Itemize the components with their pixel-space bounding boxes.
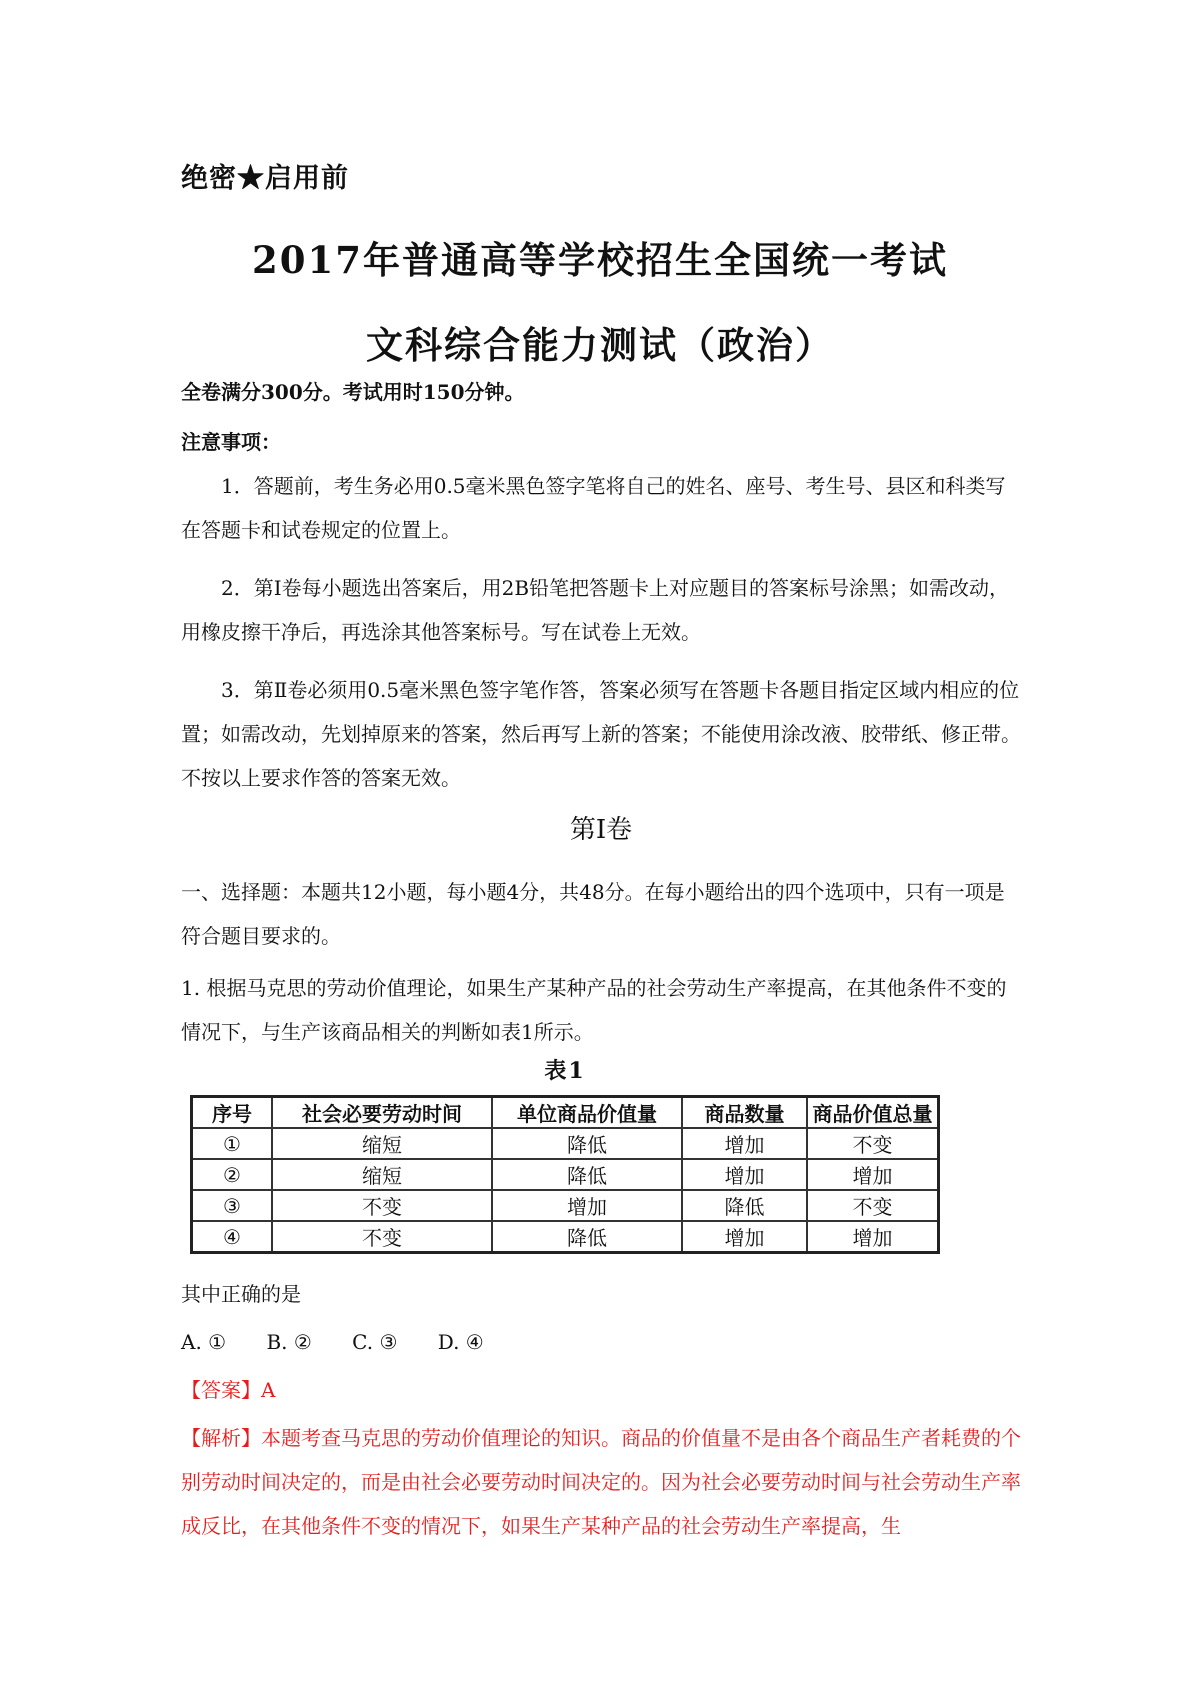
question-table [190, 1054, 940, 1254]
secret-mark: 绝密★启用前 [181, 163, 349, 194]
table-cell: 不变 [272, 1190, 492, 1221]
note-item-1: 1．答题前，考生务必用0.5毫米黑色签字笔将自己的姓名、座号、考生号、县区和科类写在答题卡和试卷规定的位置上。 [181, 474, 1006, 542]
table-cell: ④ [192, 1221, 273, 1253]
table-cell: 缩短 [272, 1128, 492, 1159]
exam-subtitle: 文科综合能力测试（政治） [366, 323, 834, 367]
analysis-text: 【解析】本题考查马克思的劳动价值理论的知识。商品的价值量不是由各个商品生产者耗费的个别劳动时间决定的，而是由社会必要劳动时间决定的。因为社会必要劳动时间与社会劳动生产率成反比，在其他条件不变的情况下，如果生产某种产品的社会劳动生产率提高，生 [181, 1426, 1021, 1538]
table-cell: 增加 [492, 1190, 682, 1221]
option-c: C. ③ [352, 1330, 398, 1354]
option-a: A. ① [181, 1330, 227, 1354]
table-cell: ③ [192, 1190, 273, 1221]
table-cell: 缩短 [272, 1159, 492, 1190]
answer-options [181, 1320, 1021, 1364]
table-row [192, 1128, 939, 1159]
table-cell: ① [192, 1128, 273, 1159]
option-b: B. ② [266, 1330, 312, 1354]
table-cell: 不变 [807, 1190, 939, 1221]
table-cell: 增加 [682, 1128, 807, 1159]
table-header-cell: 商品价值总量 [807, 1097, 939, 1129]
table-header-cell: 序号 [192, 1097, 273, 1129]
table-cell: 不变 [272, 1221, 492, 1253]
table-row [192, 1190, 939, 1221]
table-header-row [192, 1097, 939, 1129]
table-cell: 增加 [807, 1221, 939, 1253]
table-cell: 降低 [492, 1128, 682, 1159]
table-header-cell: 单位商品价值量 [492, 1097, 682, 1129]
table-cell: 降低 [682, 1190, 807, 1221]
answer-line: 【答案】A [181, 1378, 276, 1402]
table-cell: 降低 [492, 1221, 682, 1253]
table-cell: ② [192, 1159, 273, 1190]
table-cell: 增加 [807, 1159, 939, 1190]
table-cell: 降低 [492, 1159, 682, 1190]
section-instruction: 一、选择题：本题共12小题，每小题4分，共48分。在每小题给出的四个选项中，只有一项是符合题目要求的。 [181, 880, 1005, 948]
notes-heading: 注意事项： [181, 430, 281, 454]
table-cell: 不变 [807, 1128, 939, 1159]
data-table [190, 1095, 940, 1254]
option-d: D. ④ [437, 1330, 484, 1354]
question-stem: 1. 根据马克思的劳动价值理论，如果生产某种产品的社会劳动生产率提高，在其他条件不变的情况下，与生产该商品相关的判断如表1所示。 [181, 976, 1007, 1044]
score-line: 全卷满分300分。考试用时150分钟。 [181, 380, 525, 404]
exam-title: 2017年普通高等学校招生全国统一考试 [252, 238, 948, 282]
table-header-cell: 社会必要劳动时间 [272, 1097, 492, 1129]
table-header-cell: 商品数量 [682, 1097, 807, 1129]
note-item-3: 3．第Ⅱ卷必须用0.5毫米黑色签字笔作答，答案必须写在答题卡各题目指定区域内相应的位置；如需改动，先划掉原来的答案，然后再写上新的答案；不能使用涂改液、胶带纸、修正带。不按以上要求作答的答案无效。 [181, 678, 1021, 790]
table-caption: 表1 [544, 1058, 586, 1084]
section-title: 第Ⅰ卷 [569, 815, 633, 845]
table-cell: 增加 [682, 1221, 807, 1253]
table-cell: 增加 [682, 1159, 807, 1190]
note-item-2: 2．第Ⅰ卷每小题选出答案后，用2B铅笔把答题卡上对应题目的答案标号涂黑；如需改动，用橡皮擦干净后，再选涂其他答案标号。写在试卷上无效。 [181, 576, 1010, 644]
table-row [192, 1221, 939, 1253]
table-row [192, 1159, 939, 1190]
question-prompt: 其中正确的是 [181, 1282, 301, 1306]
